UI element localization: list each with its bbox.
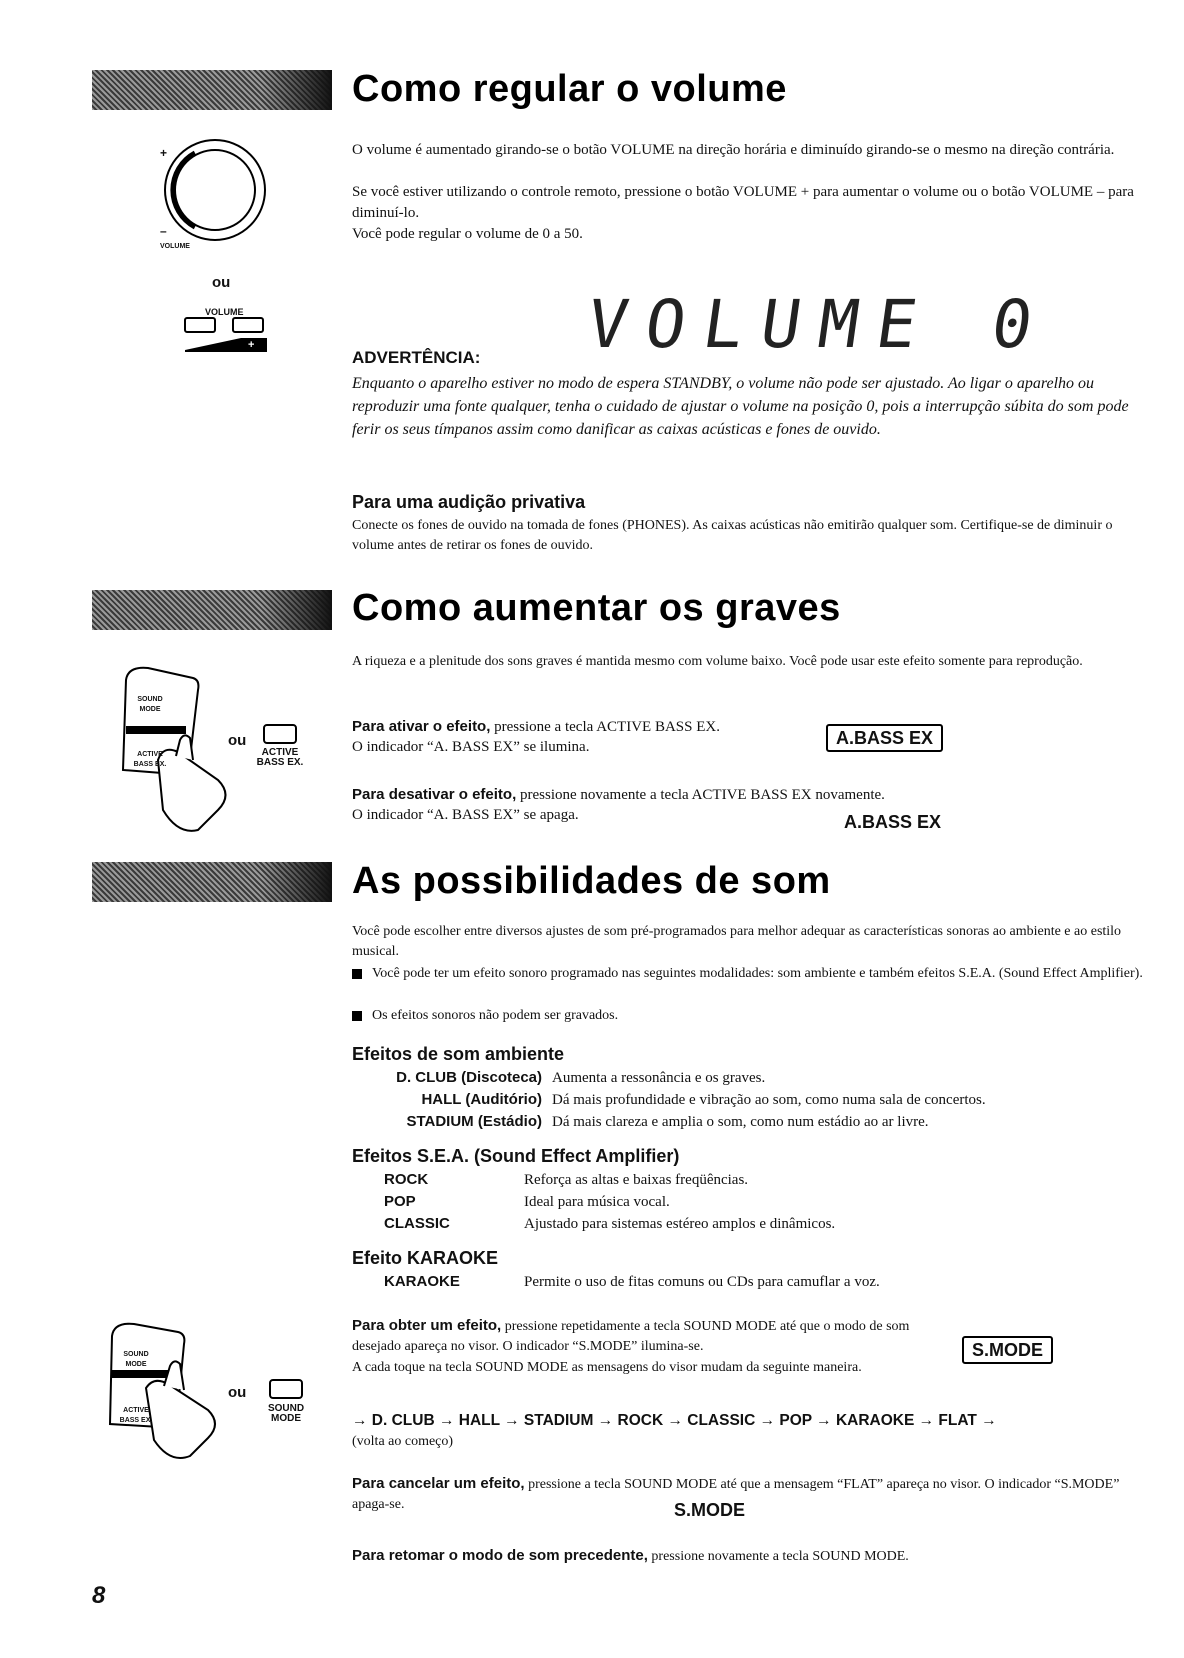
effect-name: D. CLUB (Discoteca) (396, 1069, 542, 1086)
activate-label: Para ativar o efeito, (352, 718, 491, 735)
get-effect-text: pressione repetidamente a tecla SOUND MODE até que o modo de som desejado apareça no visor. O indicador “S.MODE” ilumina-se. (352, 1319, 910, 1354)
remote-active-bass-label: ACTIVE BASS EX. (133, 751, 167, 768)
list-item (352, 1170, 748, 1190)
volume-knob-icon (150, 135, 280, 250)
volume-paragraph-2: Se você estiver utilizando o controle remoto, pressione o botão VOLUME + para aumentar o volume ou o botão VOLUME – para diminuí-lo. (352, 184, 1134, 221)
warning-text: Enquanto o aparelho estiver no modo de espera STANDBY, o volume não pode ser ajustado. Ao ligar o aparelho ou reproduzir uma fonte qualquer, tenha o cuidado de ajustar o volume na posição 0, pois a interrupção súbita do som pode ferir os seus tímpanos assim como danificar as caixas acústicas e fones de ouvido. (352, 375, 1129, 438)
knob-minus-label: – (160, 224, 167, 238)
activate-text: pressione a tecla ACTIVE BASS EX. (490, 719, 720, 735)
effect-desc: Permite o uso de fitas comuns ou CDs para camuflar a voz. (524, 1274, 880, 1290)
get-effect-line (352, 1316, 952, 1357)
bullet-2 (352, 1006, 1142, 1026)
sound-intro: Você pode escolher entre diversos ajustes de som pré-programados para melhor adequar as características sonoras ao ambiente e ao estilo musical. (352, 924, 1122, 959)
activate-line-2: O indicador “A. BASS EX” se ilumina. (352, 739, 590, 755)
smode-indicator-on: S.MODE (962, 1336, 1053, 1364)
active-bass-button-label: ACTIVE BASS EX. (256, 747, 304, 768)
bullet-icon (352, 969, 362, 979)
ambient-effects-title: Efeitos de som ambiente (352, 1044, 565, 1064)
return-mode-line (352, 1546, 1152, 1567)
active-bass-button-icon[interactable] (262, 723, 298, 745)
effect-desc: Ajustado para sistemas estéreo amplos e dinâmicos. (524, 1216, 836, 1232)
deactivate-line (352, 784, 1152, 806)
section-title-volume: Como regular o volume (352, 68, 787, 110)
remote-plus-label: + (248, 339, 255, 351)
bullet-1-text: Você pode ter um efeito sonoro programado nas seguintes modalidades: som ambiente e também efeitos S.E.A. (Sound Effect Amplifier). (372, 966, 1143, 981)
section-title-sound: As possibilidades de som (352, 860, 831, 902)
effect-name: STADIUM (Estádio) (406, 1113, 542, 1130)
effect-name: ROCK (384, 1171, 429, 1188)
section-header-bar (92, 862, 332, 902)
cancel-effect-label: Para cancelar um efeito, (352, 1475, 525, 1492)
list-item (352, 1090, 986, 1110)
get-effect-label: Para obter um efeito, (352, 1317, 502, 1334)
section-header-bar (92, 590, 332, 630)
warning-title: ADVERTÊNCIA: (352, 348, 481, 367)
deactivate-label: Para desativar o efeito, (352, 786, 517, 803)
effect-name: KARAOKE (384, 1273, 460, 1290)
effect-desc: Dá mais clareza e amplia o som, como num estádio ao ar livre. (552, 1114, 929, 1130)
knob-volume-label: VOLUME (160, 243, 190, 250)
mode-sequence: → D. CLUB → HALL → STADIUM → ROCK → CLASSIC → POP → KARAOKE → FLAT → (352, 1412, 997, 1429)
volume-paragraph-3: Você pode regular o volume de 0 a 50. (352, 226, 583, 242)
sequence-back: (volta ao começo) (352, 1434, 454, 1449)
return-mode-text: pressione novamente a tecla SOUND MODE. (647, 1549, 909, 1564)
smode-indicator-off: S.MODE (674, 1500, 746, 1520)
bass-intro: A riqueza e a plenitude dos sons graves é mantida mesmo com volume baixo. Você pode usar este efeito somente para reprodução. (352, 654, 1083, 669)
remote-sound-mode-label: SOUND MODE (137, 696, 163, 713)
or-label: ou (212, 274, 231, 291)
or-label: ou (228, 732, 247, 749)
remote-sound-mode-label: SOUND MODE (123, 1351, 149, 1368)
section-header-bar (92, 70, 332, 110)
effect-desc: Reforça as altas e baixas freqüências. (524, 1172, 749, 1188)
cancel-effect-line (352, 1474, 1142, 1515)
return-mode-label: Para retomar o modo de som precedente, (352, 1547, 648, 1564)
sound-mode-button-label: SOUND MODE (267, 1403, 305, 1424)
effect-desc: Aumenta a ressonância e os graves. (552, 1070, 766, 1086)
remote-active-bass-label: ACTIVE BASS EX. (119, 1407, 153, 1424)
volume-paragraph-1: O volume é aumentado girando-se o botão VOLUME na direção horária e diminuído girando-se o mesmo na direção contrária. (352, 142, 1115, 158)
page-number: 8 (92, 1582, 106, 1609)
effect-desc: Ideal para música vocal. (524, 1194, 670, 1210)
bullet-2-text: Os efeitos sonoros não podem ser gravados. (372, 1008, 619, 1023)
list-item (352, 1112, 929, 1132)
karaoke-effect-title: Efeito KARAOKE (352, 1248, 499, 1268)
get-effect-line-2: A cada toque na tecla SOUND MODE as mensagens do visor mudam da seguinte maneira. (352, 1360, 862, 1375)
bass-indicator-on: A.BASS EX (826, 724, 943, 752)
remote-volume-buttons-icon (183, 316, 269, 356)
effect-desc: Dá mais profundidade e vibração ao som, como numa sala de concertos. (552, 1092, 986, 1108)
private-listening-title: Para uma audição privativa (352, 492, 586, 512)
remote-volume-label: VOLUME (205, 307, 244, 317)
effect-name: HALL (Auditório) (421, 1091, 542, 1108)
knob-plus-label: + (160, 146, 168, 160)
bullet-1 (352, 964, 1162, 984)
bass-indicator-off: A.BASS EX (844, 812, 942, 832)
list-item (352, 1214, 835, 1234)
lcd-display-volume: VOLUME 0 (582, 286, 1056, 363)
effect-name: POP (384, 1193, 416, 1210)
effect-name: CLASSIC (384, 1215, 450, 1232)
list-item (352, 1272, 880, 1292)
remote-hand-icon (106, 1318, 236, 1478)
private-listening-text: Conecte os fones de ouvido na tomada de fones (PHONES). As caixas acústicas não emitirão qualquer som. Certifique-se de diminuir o volume antes de retirar os fones de ouvido. (352, 518, 1113, 553)
bullet-icon (352, 1011, 362, 1021)
deactivate-line-2: O indicador “A. BASS EX” se apaga. (352, 807, 579, 823)
activate-line (352, 716, 822, 738)
sea-effects-title: Efeitos S.E.A. (Sound Effect Amplifier) (352, 1146, 680, 1166)
cancel-effect-text: pressione a tecla SOUND MODE até que a mensagem “FLAT” apareça no visor. O indicador “S.MODE” apaga-se. (352, 1477, 1120, 1512)
or-label: ou (228, 1384, 247, 1401)
sound-mode-button-icon[interactable] (268, 1378, 304, 1400)
section-title-bass: Como aumentar os graves (352, 587, 841, 629)
deactivate-text: pressione novamente a tecla ACTIVE BASS EX novamente. (516, 787, 885, 803)
list-item (352, 1192, 670, 1212)
list-item (352, 1068, 765, 1088)
